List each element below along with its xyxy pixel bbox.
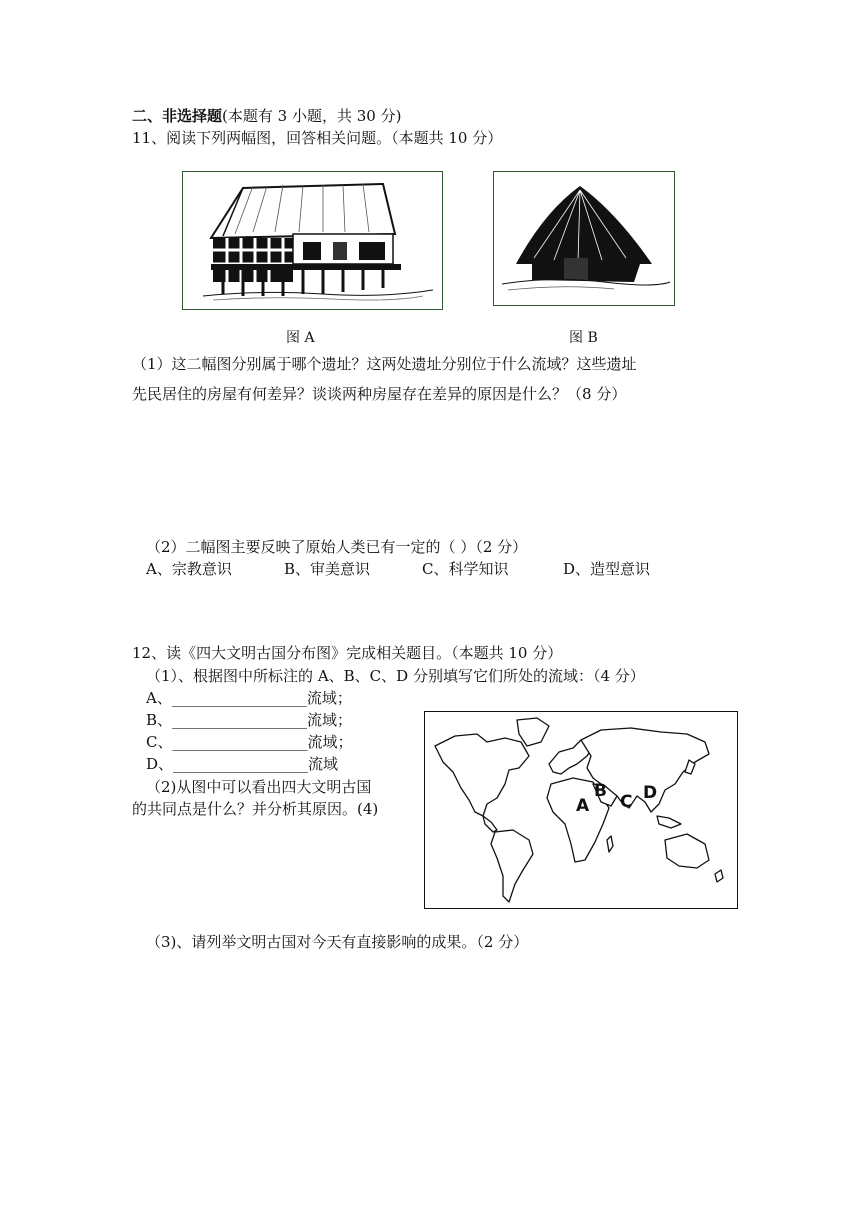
q11-option-a: A、宗教意识	[146, 560, 232, 578]
world-map	[424, 711, 738, 909]
figure-b-caption: 图 B	[569, 330, 598, 346]
section-heading	[132, 106, 401, 126]
map-label-b: B	[594, 781, 607, 801]
q11-title: 11、阅读下列两幅图，回答相关问题。（本题共 10 分）	[132, 129, 503, 147]
q11-option-d: D、造型意识	[563, 560, 651, 578]
map-label-d: D	[643, 783, 658, 803]
q11-part1-line2: 先民居住的房屋有何差异？谈谈两种房屋存在差异的原因是什么？（8 分）	[132, 385, 627, 403]
q12-title: 12、读《四大文明古国分布图》完成相关题目。（本题共 10 分）	[132, 644, 563, 662]
thatched-hut-illustration	[494, 172, 674, 305]
map-label-a: A	[576, 796, 590, 816]
q12-part1: （1）、根据图中所标注的 A、B、C、D 分别填写它们所处的流域：（4 分）	[146, 667, 645, 685]
q12-part2-line2: 的共同点是什么？并分析其原因。(4)	[132, 800, 379, 818]
section-heading-title: 二、非选择题	[132, 107, 223, 125]
map-label-c: C	[620, 792, 633, 812]
q11-option-b: B、审美意识	[284, 560, 371, 578]
stilt-house-illustration	[183, 172, 442, 309]
q11-option-c: C、科学知识	[422, 560, 509, 578]
section-heading-note: (本题有 3 小题，共 30 分)	[222, 107, 402, 125]
q12-blank-b: B、__________________流域；	[146, 711, 353, 729]
q12-part3: （3)、请列举文明古国对今天有直接影响的成果。（2 分）	[146, 933, 529, 951]
q12-part2-line1: （2)从图中可以看出四大文明古国	[146, 778, 372, 796]
q12-blank-a: A、__________________流域；	[146, 689, 352, 707]
q11-part2: （2）二幅图主要反映了原始人类已有一定的（ ）（2 分）	[146, 538, 528, 556]
figure-a-caption: 图 A	[286, 330, 315, 346]
q12-blank-d: D、__________________流域	[146, 755, 339, 773]
q11-part1-line1: （1）这二幅图分别属于哪个遗址？这两处遗址分别位于什么流域？这些遗址	[132, 355, 637, 373]
figure-b-thatched-hut	[493, 171, 675, 306]
q12-blank-c: C、__________________流域；	[146, 733, 353, 751]
figure-a-stilt-house	[182, 171, 443, 310]
